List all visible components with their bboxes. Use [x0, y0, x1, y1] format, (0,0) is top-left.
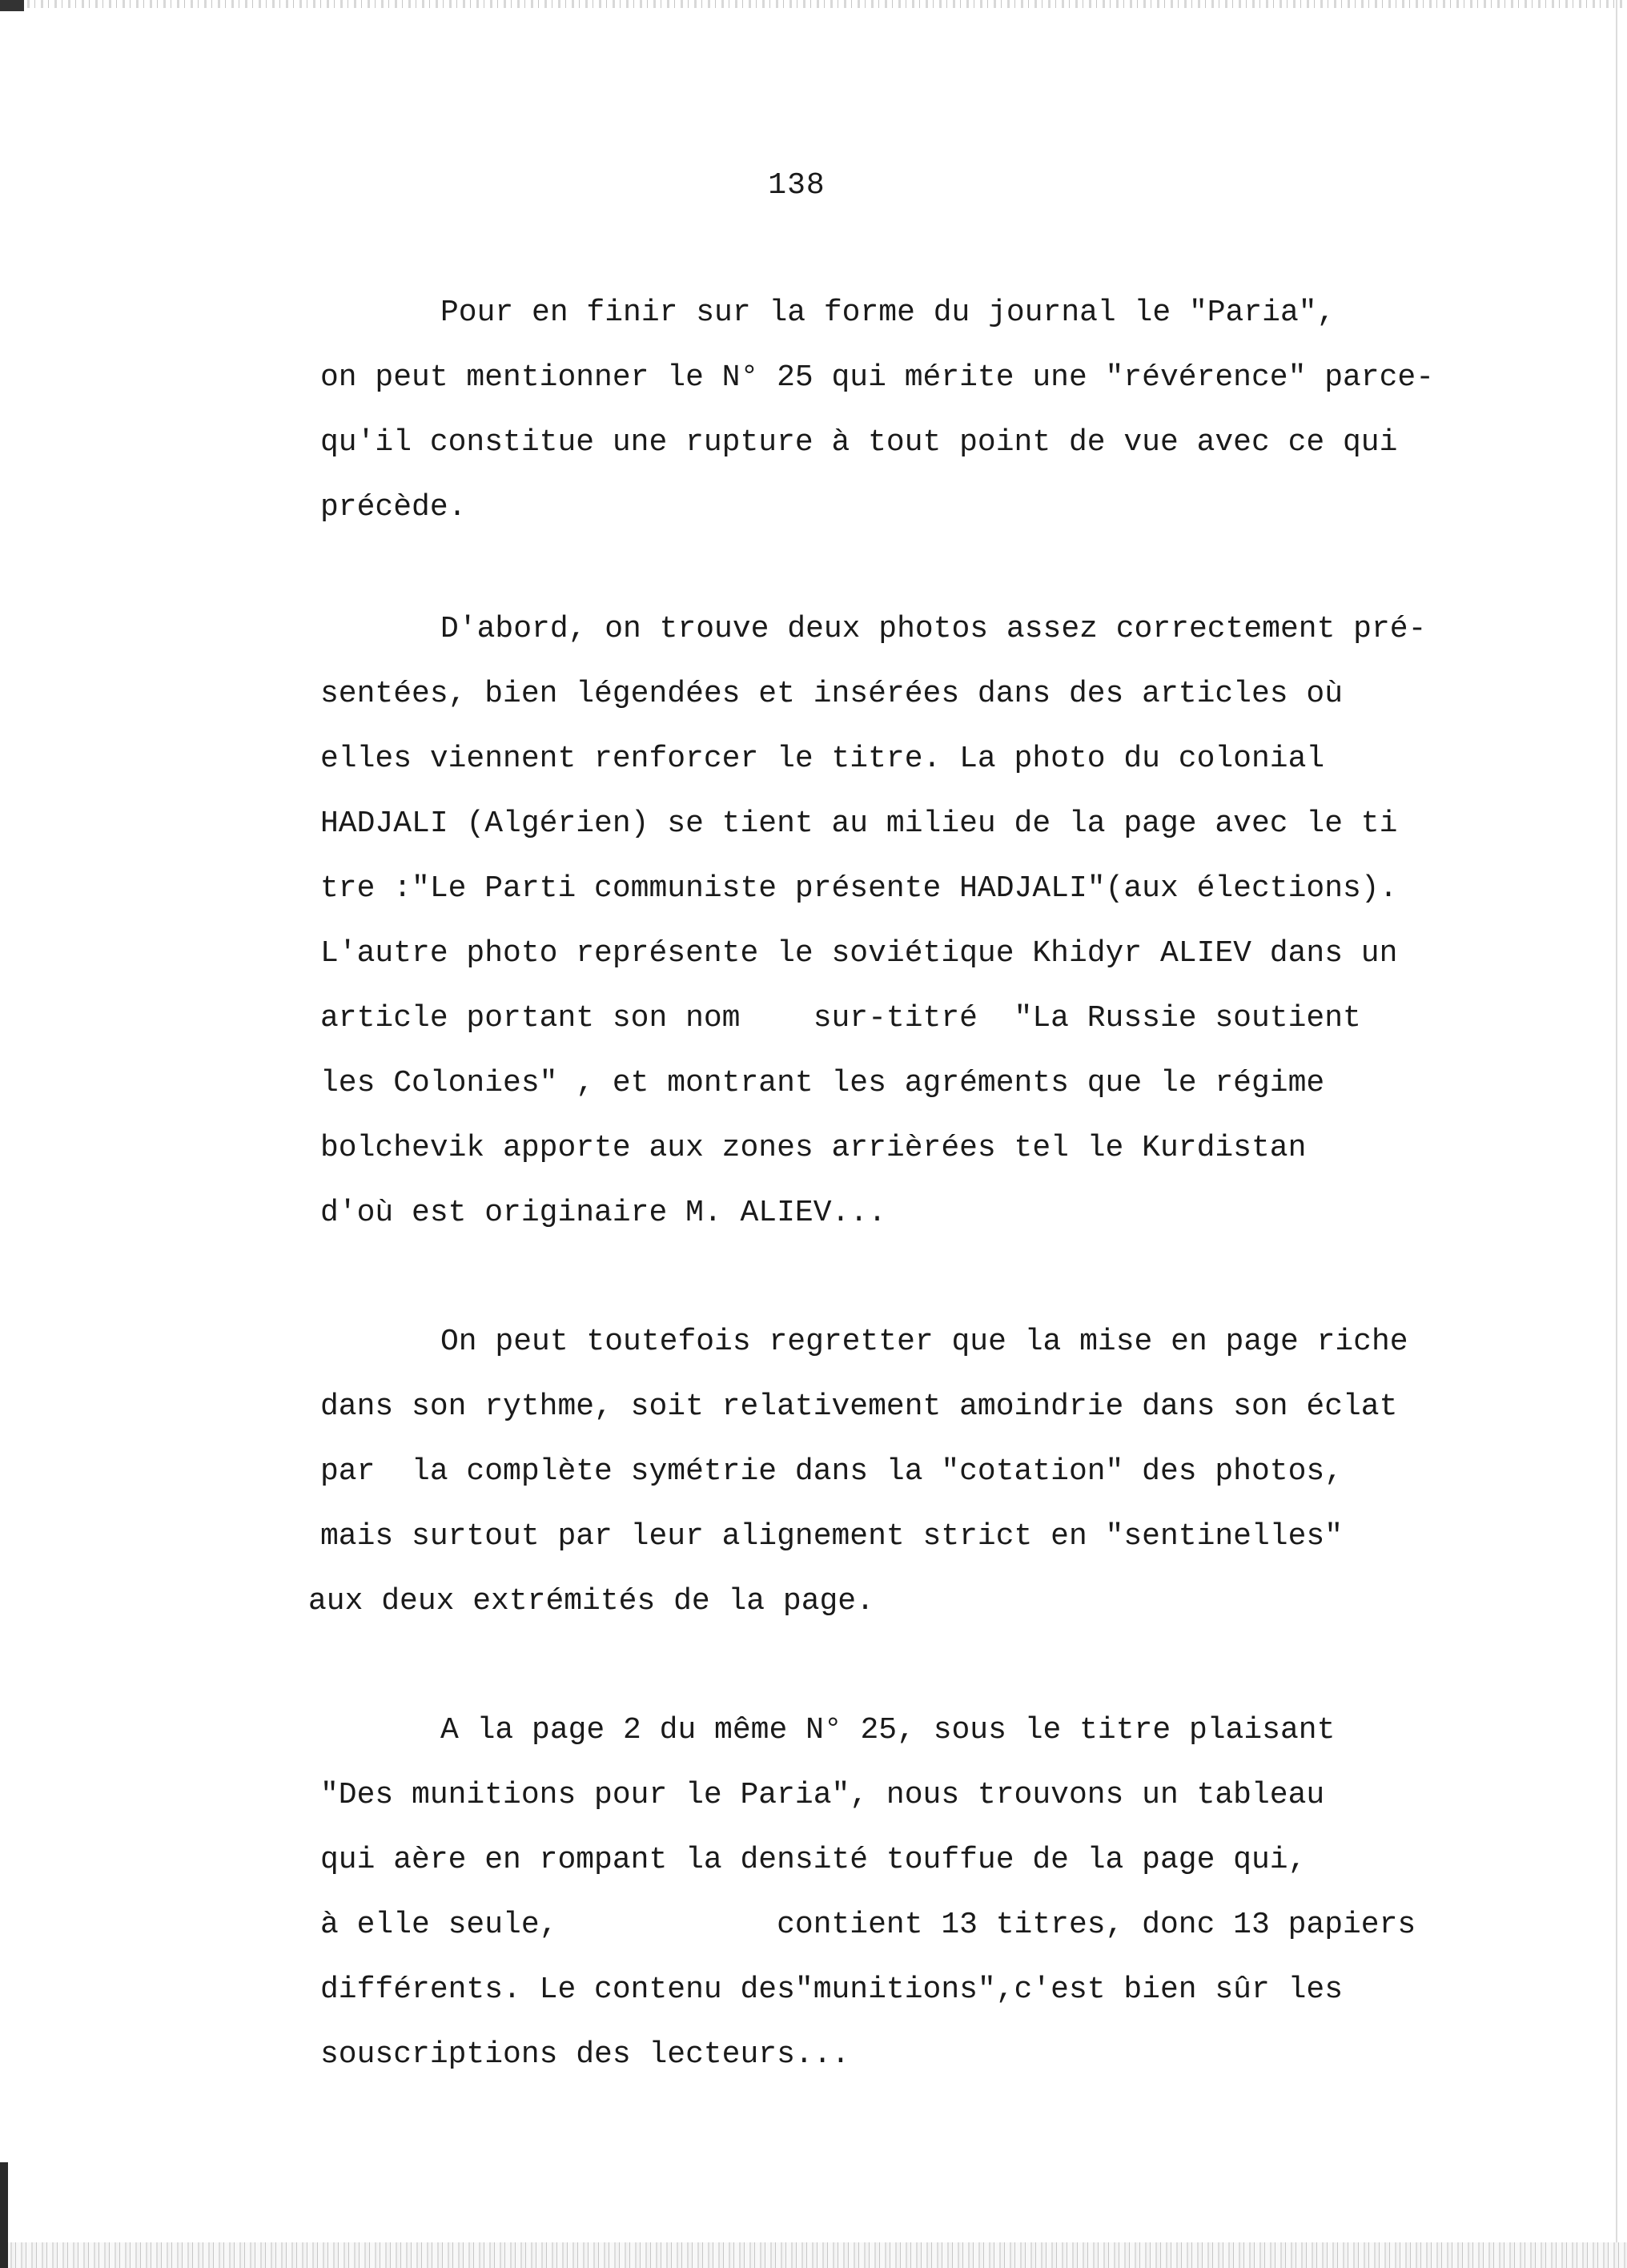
page-number: 138	[768, 168, 826, 203]
text-line: tre :"Le Parti communiste présente HADJALI"(aux élections).	[320, 871, 1398, 906]
text-line: dans son rythme, soit relativement amoindrie dans son éclat	[320, 1389, 1398, 1424]
text-line: on peut mentionner le N° 25 qui mérite une "révérence" parce-	[320, 360, 1435, 395]
text-line: "Des munitions pour le Paria", nous trouvons un tableau	[320, 1778, 1325, 1812]
text-line: mais surtout par leur alignement strict en "sentinelles"	[320, 1519, 1344, 1554]
text-line: Pour en finir sur la forme du journal le "Paria",	[440, 296, 1336, 330]
text-line: les Colonies" , et montrant les agréments que le régime	[320, 1066, 1325, 1100]
text-line: D'abord, on trouve deux photos assez correctement pré-	[440, 612, 1427, 646]
scan-top-edge	[0, 0, 1627, 8]
text-line: article portant son nom sur-titré "La Russie soutient	[320, 1001, 1361, 1035]
paragraph-3	[308, 1309, 1537, 1634]
paragraph-4	[320, 1698, 1537, 2087]
text-line: On peut toutefois regretter que la mise en page riche	[440, 1325, 1408, 1359]
text-line: sentées, bien légendées et insérées dans des articles où	[320, 677, 1344, 711]
text-line: souscriptions des lecteurs...	[320, 2037, 850, 2072]
text-line: à elle seule, contient 13 titres, donc 13 papiers	[320, 1908, 1416, 1942]
text-line: aux deux extrémités de la page.	[308, 1584, 874, 1619]
scan-right-edge	[1616, 0, 1617, 2242]
paragraph-2	[320, 597, 1537, 1245]
text-line: A la page 2 du même N° 25, sous le titre plaisant	[440, 1713, 1336, 1747]
paragraph-1	[320, 280, 1537, 540]
text-line: HADJALI (Algérien) se tient au milieu de la page avec le ti	[320, 806, 1398, 841]
scan-corner-mark	[0, 0, 24, 11]
scan-left-edge-mark	[0, 2162, 8, 2268]
text-line: L'autre photo représente le soviétique Khidyr ALIEV dans un	[320, 936, 1398, 971]
text-line: précède.	[320, 490, 467, 525]
scan-bottom-edge	[0, 2242, 1627, 2268]
text-line: bolchevik apporte aux zones arrièrées tel le Kurdistan	[320, 1131, 1307, 1165]
text-line: d'où est originaire M. ALIEV...	[320, 1196, 886, 1230]
text-line: qui aère en rompant la densité touffue de la page qui,	[320, 1843, 1307, 1877]
text-line: elles viennent renforcer le titre. La photo du colonial	[320, 742, 1325, 776]
text-line: par la complète symétrie dans la "cotation" des photos,	[320, 1454, 1344, 1489]
text-line: qu'il constitue une rupture à tout point de vue avec ce qui	[320, 425, 1398, 460]
text-line: différents. Le contenu des"munitions",c'est bien sûr les	[320, 1972, 1344, 2007]
